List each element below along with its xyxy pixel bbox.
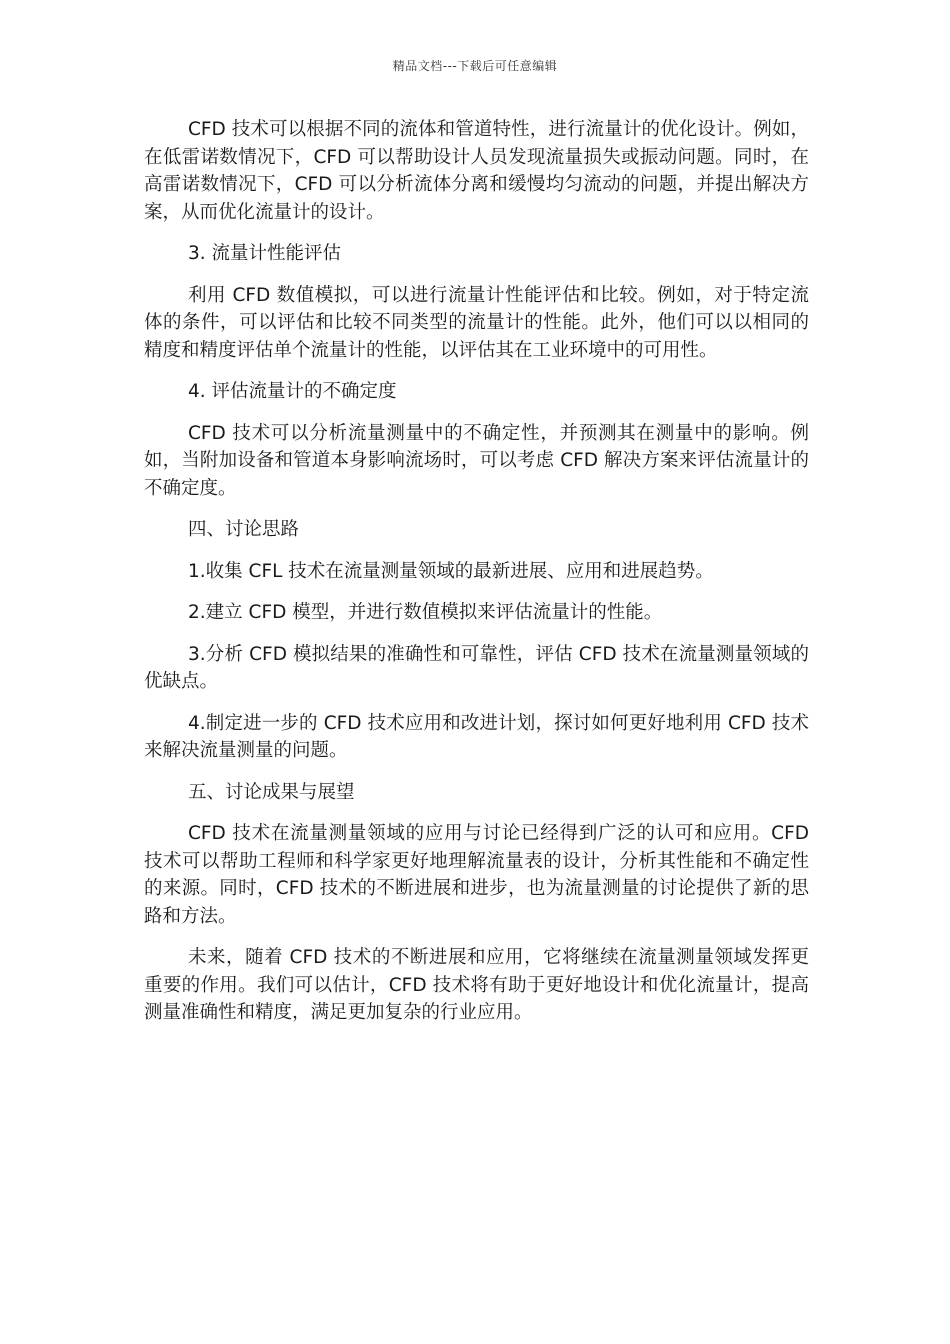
page-header: 精品文档---下载后可任意编辑 (392, 59, 558, 73)
list-item-1: 1.收集 CFL 技术在流量测量领域的最新进展、应用和进展趋势。 (188, 560, 714, 582)
paragraph-uncertainty: CFD 技术可以分析流量测量中的不确定性，并预测其在测量中的影响。例如，当附加设备和管道本身影响流场时，可以考虑 CFD 解决方案来评估流量计的不确定度。 (144, 422, 809, 499)
list-item-2: 2.建立 CFD 模型，并进行数值模拟来评估流量计的性能。 (188, 602, 663, 623)
paragraph-optimization: CFD 技术可以根据不同的流体和管道特性，进行流量计的优化设计。例如，在低雷诺数情况下，CFD 可以帮助设计人员发现流量损失或振动问题。同时，在高雷诺数情况下，CFD 可以分析流体分离和缓慢均匀流动的问题，并提出解决方案，从而优化流量计的设计。 (144, 119, 809, 223)
paragraph-results: CFD 技术在流量测量领域的应用与讨论已经得到广泛的认可和应用。CFD 技术可以帮助工程师和科学家更好地理解流量表的设计，分析其性能和不确定性的来源。同时，CFD 技术的不断进展和进步，也为流量测量的讨论提供了新的思路和方法。 (144, 823, 809, 927)
list-item-3: 3.分析 CFD 模拟结果的准确性和可靠性，评估 CFD 技术在流量测量领域的优缺点。 (144, 643, 809, 692)
section-title-discussion-ideas: 四、讨论思路 (188, 519, 300, 540)
heading-uncertainty: 4. 评估流量计的不确定度 (188, 381, 397, 402)
paragraph-performance: 利用 CFD 数值模拟，可以进行流量计性能评估和比较。例如，对于特定流体的条件，可以评估和比较不同类型的流量计的性能。此外，他们可以以相同的精度和精度评估单个流量计的性能，以评估其在工业环境中的可用性。 (144, 284, 809, 361)
paragraph-outlook: 未来，随着 CFD 技术的不断进展和应用，它将继续在流量测量领域发挥更重要的作用。我们可以估计，CFD 技术将有助于更好地设计和优化流量计，提高测量准确性和精度，满足更加复杂的行业应用。 (144, 947, 809, 1023)
list-item-4: 4.制定进一步的 CFD 技术应用和改进计划，探讨如何更好地利用 CFD 技术来解决流量测量的问题。 (144, 712, 809, 761)
heading-performance-evaluation: 3. 流量计性能评估 (188, 243, 342, 264)
document-body (144, 116, 809, 1041)
section-title-results-outlook: 五、讨论成果与展望 (188, 781, 355, 803)
